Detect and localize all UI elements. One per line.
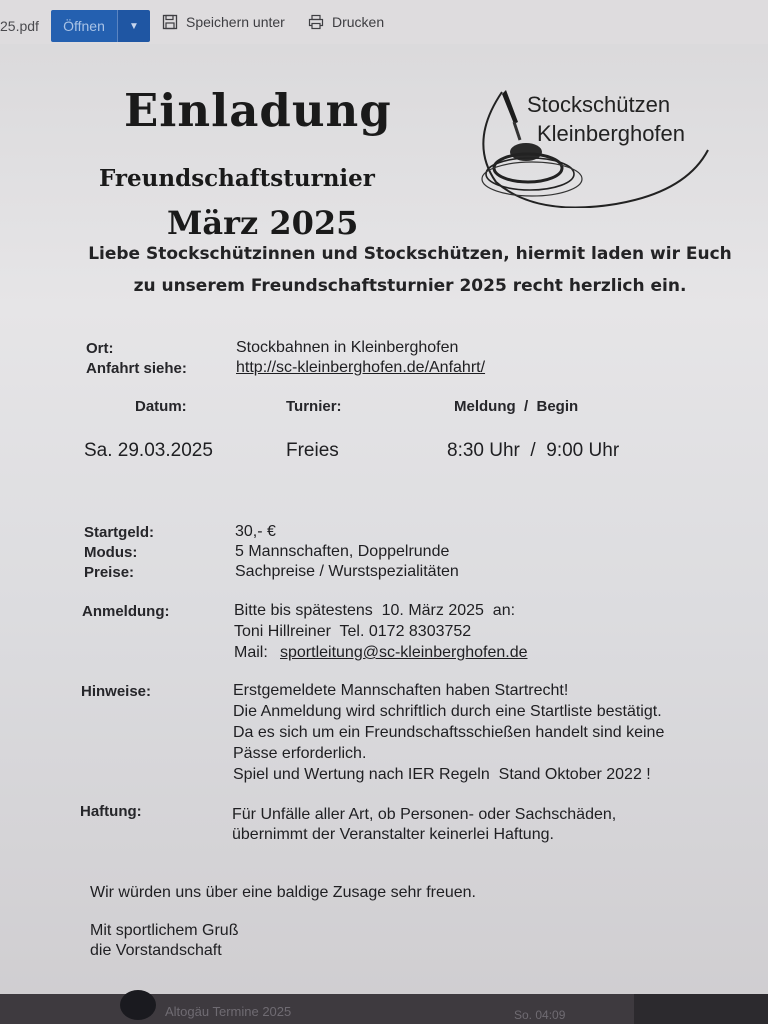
startgeld-label: Startgeld: (84, 524, 155, 541)
closing-text: Wir würden uns über eine baldige Zusage sehr freuen. (90, 884, 476, 901)
open-dropdown-button[interactable] (117, 10, 150, 42)
anfahrt-link[interactable]: http://sc-kleinberghofen.de/Anfahrt/ (236, 359, 486, 376)
haftung-label: Haftung: (80, 803, 142, 820)
mail-link[interactable]: sportleitung@sc-kleinberghofen.de (280, 644, 528, 661)
intro-line-1: Liebe Stockschützinnen und Stockschützen, hiermit laden wir Euch (88, 244, 732, 264)
file-name: 25.pdf (0, 18, 39, 34)
anmeldung-label: Anmeldung: (82, 603, 170, 620)
logo-text-line1: Stockschützen (527, 92, 671, 117)
taskbar-item-title[interactable]: Altogäu Termine 2025 (165, 1004, 292, 1019)
pdf-document-page (0, 44, 768, 994)
printer-icon (308, 14, 324, 30)
schedule-header-zeiten: Meldung / Begin (454, 398, 579, 415)
hinweise-line: Pässe erforderlich. (233, 745, 367, 762)
open-button[interactable]: Öffnen (51, 10, 117, 42)
avatar (120, 990, 156, 1020)
save-as-button[interactable] (162, 14, 285, 30)
haftung-line: Für Unfälle aller Art, ob Personen- oder Sachschäden, (232, 806, 617, 823)
hinweise-line: Die Anmeldung wird schriftlich durch eine Startliste bestätigt. (233, 703, 662, 720)
taskbar-item-time: So. 04:09 (514, 1008, 566, 1022)
floppy-disk-icon (162, 14, 178, 30)
intro-line-2: zu unserem Freundschaftsturnier 2025 recht herzlich ein. (133, 276, 687, 296)
schedule-zeiten: 8:30 Uhr / 9:00 Uhr (447, 440, 620, 461)
hinweise-label: Hinweise: (81, 683, 152, 700)
schedule-header-datum: Datum: (135, 398, 187, 415)
document-date-title: März 2025 (167, 204, 359, 242)
preise-label: Preise: (84, 564, 135, 581)
hinweise-line: Spiel und Wertung nach IER Regeln Stand Oktober 2022 ! (233, 766, 651, 783)
greeting-text: Mit sportlichem Gruß (90, 922, 239, 939)
anfahrt-label: Anfahrt siehe: (86, 360, 187, 377)
ort-value: Stockbahnen in Kleinberghofen (236, 339, 459, 356)
pdf-toolbar (0, 0, 768, 44)
modus-label: Modus: (84, 544, 138, 561)
hinweise-line: Da es sich um ein Freundschaftsschießen handelt sind keine (233, 724, 665, 741)
anmeldung-line-2: Toni Hillreiner Tel. 0172 8303752 (234, 623, 472, 640)
preise-value: Sachpreise / Wurstspezialitäten (235, 563, 459, 580)
mail-prefix: Mail: (234, 644, 268, 661)
chevron-down-icon: ▼ (129, 20, 139, 32)
logo-text-line2: Kleinberghofen (537, 121, 686, 146)
document-title: Einladung (124, 84, 392, 137)
save-as-label: Speichern unter (186, 14, 285, 30)
schedule-turnier: Freies (286, 440, 339, 461)
print-label: Drucken (332, 14, 385, 30)
taskbar-dark-panel (634, 994, 768, 1024)
taskbar (0, 994, 768, 1024)
signature-text: die Vorstandschaft (90, 942, 222, 959)
haftung-line: übernimmt der Veranstalter keinerlei Haftung. (232, 826, 554, 843)
hinweise-line: Erstgemeldete Mannschaften haben Startrecht! (233, 682, 569, 699)
open-button-group (51, 10, 150, 42)
document-subtitle: Freundschaftsturnier (99, 165, 375, 192)
print-button[interactable] (308, 14, 384, 30)
modus-value: 5 Mannschaften, Doppelrunde (235, 543, 450, 560)
anmeldung-line-1: Bitte bis spätestens 10. März 2025 an: (234, 602, 516, 619)
schedule-header-turnier: Turnier: (286, 398, 342, 415)
startgeld-value: 30,- € (235, 523, 276, 540)
schedule-datum: Sa. 29.03.2025 (84, 440, 213, 461)
ort-label: Ort: (86, 340, 114, 357)
